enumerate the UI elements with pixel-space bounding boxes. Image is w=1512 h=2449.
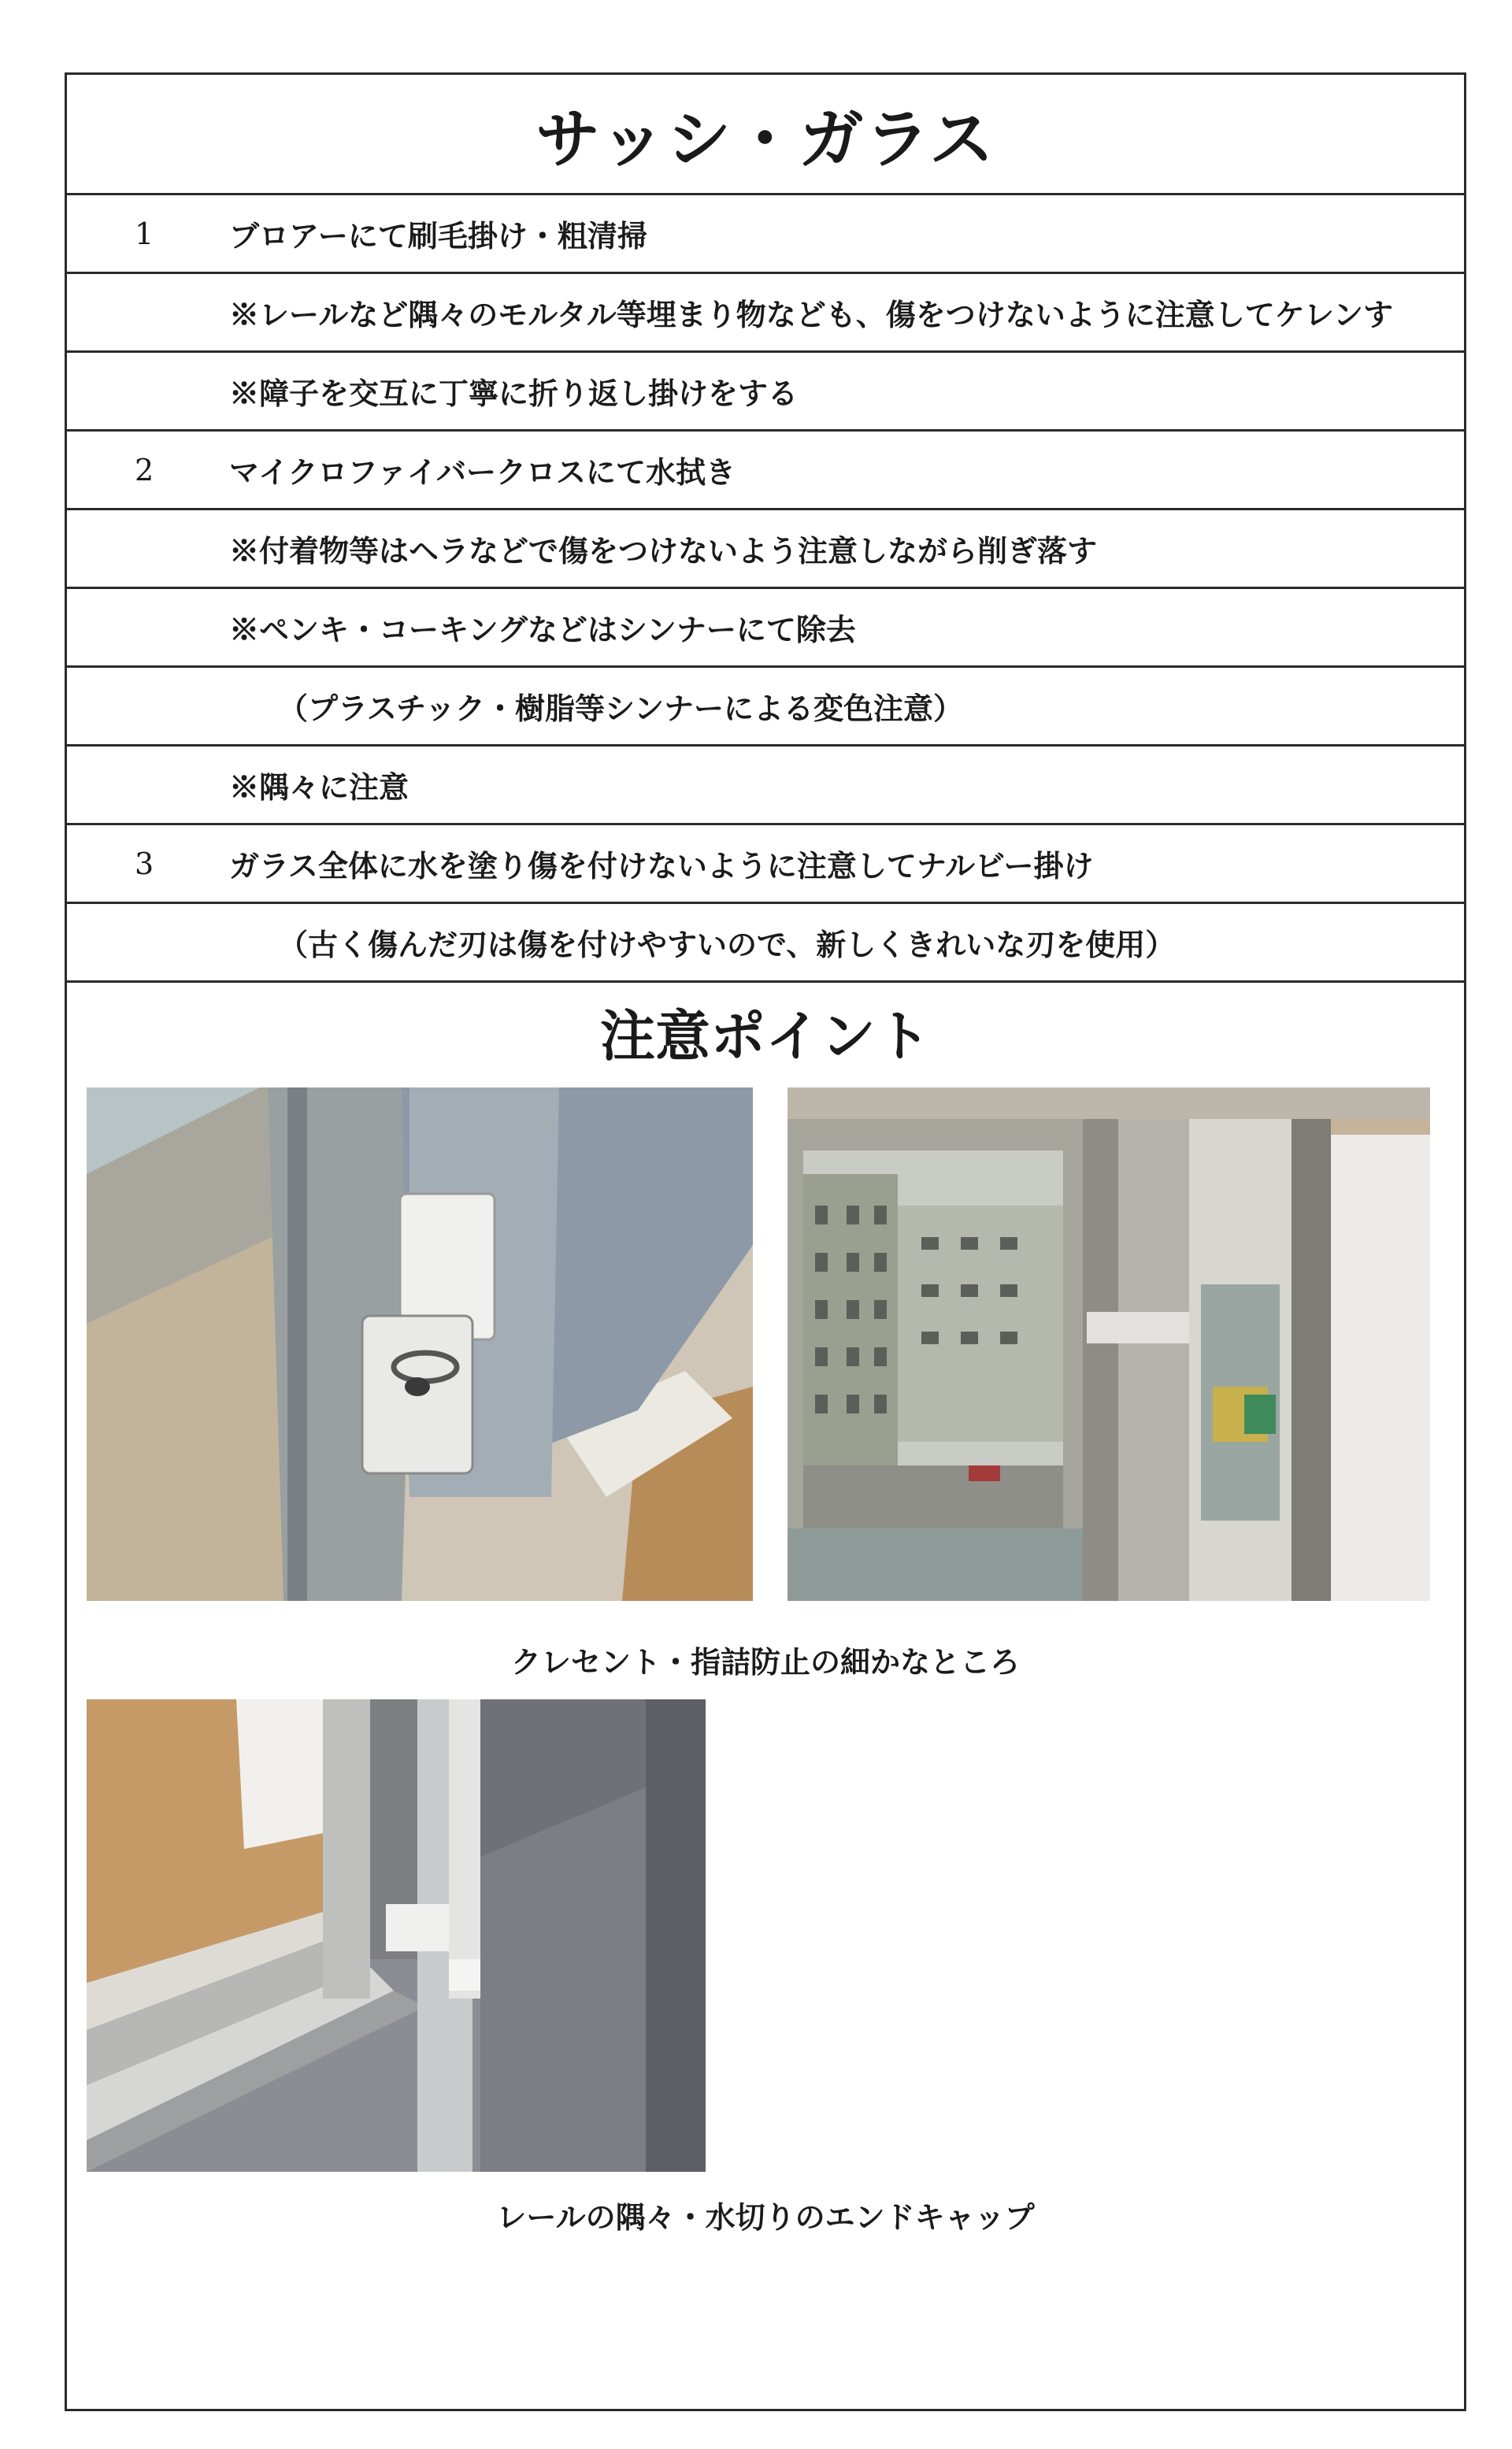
step-note-row <box>67 272 1464 350</box>
step-note: ※障子を交互に丁寧に折り返し掛けをする <box>229 376 799 411</box>
window-building-photo <box>788 1087 1430 1601</box>
document-frame <box>65 72 1466 2411</box>
step-number: 1 <box>135 216 154 251</box>
step-text: ガラス全体に水を塗り傷を付けないように注意してナルビー掛け <box>229 848 1094 884</box>
step-row-2 <box>67 429 1464 508</box>
step-note-row <box>67 902 1464 980</box>
step-note: ※付着物等はヘラなどで傷をつけないよう注意しながら削ぎ落す <box>229 533 1098 569</box>
step-row-3 <box>67 823 1464 902</box>
rail-caption: レールの隅々・水切りのエンドキャップ <box>496 2199 1035 2235</box>
step-note: ※隅々に注意 <box>229 769 410 805</box>
section-title: 注意ポイント <box>600 1002 931 1069</box>
step-note-row <box>67 744 1464 823</box>
step-note-row <box>67 665 1464 744</box>
step-note: ※レールなど隅々のモルタル等埋まり物なども、傷をつけないように注意してケレンす <box>229 297 1394 332</box>
step-note: （プラスチック・樹脂等シンナーによる変色注意） <box>278 691 964 726</box>
step-note: ※ペンキ・コーキングなどはシンナーにて除去 <box>229 612 856 647</box>
step-row-1 <box>67 193 1464 272</box>
step-text: ブロアーにて刷毛掛け・粗清掃 <box>229 218 647 254</box>
page-title: サッシ・ガラス <box>536 101 995 177</box>
step-note-row <box>67 587 1464 665</box>
crescent-caption: クレセント・指詰防止の細かなところ <box>510 1644 1020 1680</box>
step-text: マイクロファイバークロスにて水拭き <box>229 454 736 490</box>
step-note: （古く傷んだ刃は傷を付けやすいので、新しくきれいな刃を使用） <box>278 927 1176 962</box>
step-number: 3 <box>135 846 154 881</box>
section-divider <box>67 980 1464 983</box>
step-note-row <box>67 508 1464 587</box>
rail-endcap-photo <box>87 1699 706 2172</box>
step-number: 2 <box>135 452 154 487</box>
crescent-lock-photo <box>87 1087 753 1601</box>
step-note-row <box>67 350 1464 429</box>
